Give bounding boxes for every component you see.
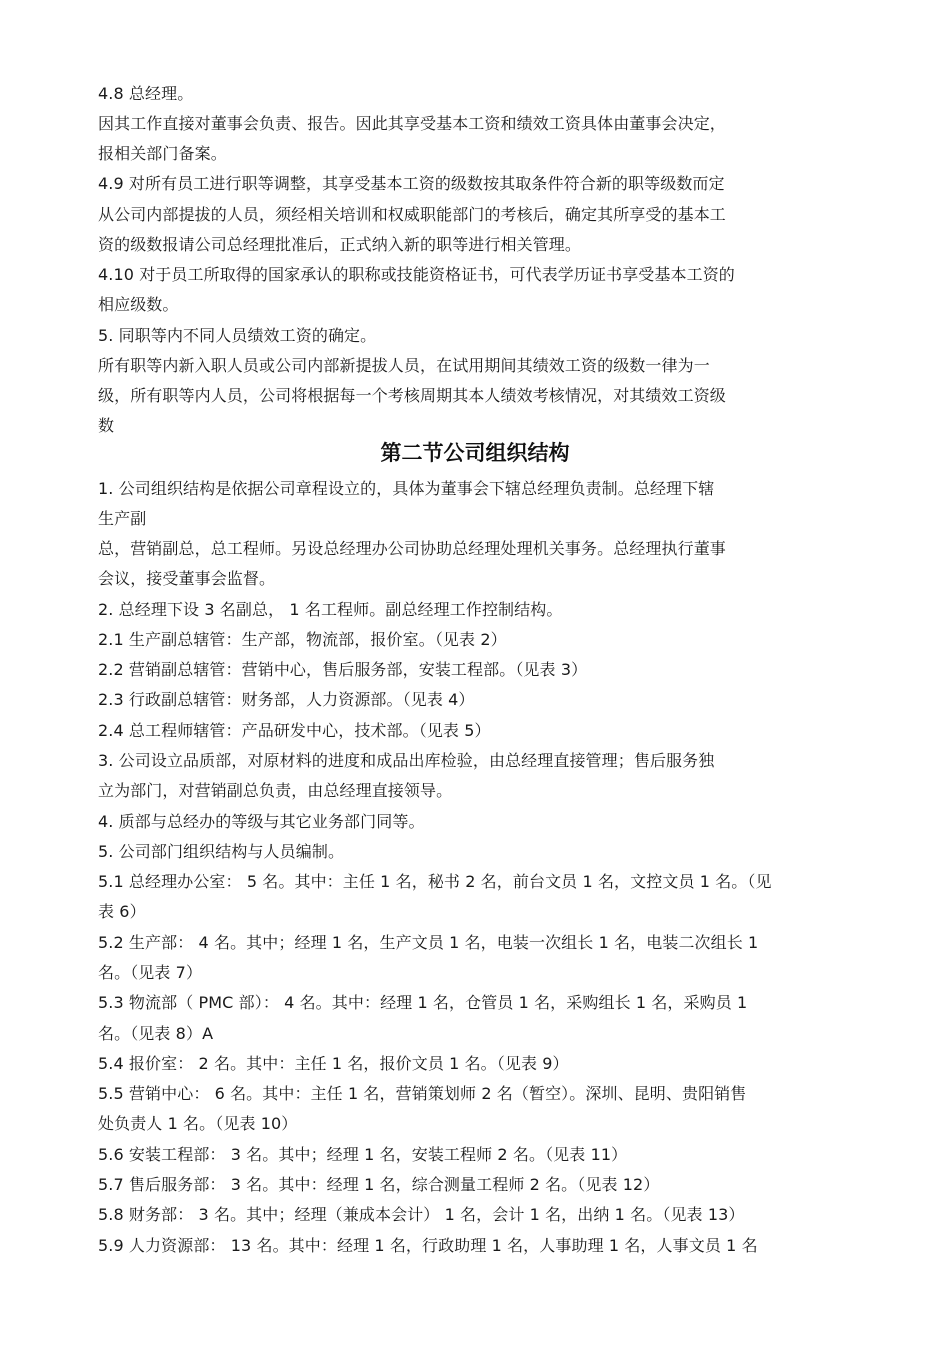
- text-line: 所有职等内新入职人员或公司内部新提拔人员，在试用期间其绩效工资的级数一律为一: [98, 356, 710, 375]
- text-line: 级，所有职等内人员，公司将根据每一个考核周期其本人绩效考核情况，对其绩效工资级: [98, 386, 726, 405]
- text-line: 立为部门，对营销副总负责，由总经理直接领导。: [98, 781, 453, 800]
- text-line: 名。（见表 8）A: [98, 1024, 214, 1043]
- text-line: 4. 质部与总经办的等级与其它业务部门同等。: [98, 812, 425, 831]
- text-line: 名。（见表 7）: [98, 963, 203, 982]
- text-line: 5.3 物流部（ PMC 部）： 4 名。其中：经理 1 名，仓管员 1 名，采购组长 1 名，采购员 1: [98, 993, 748, 1012]
- text-line: 处负责人 1 名。（见表 10）: [98, 1114, 298, 1133]
- text-line: 3. 公司设立品质部，对原材料的进度和成品出库检验，由总经理直接管理；售后服务独: [98, 751, 715, 770]
- text-line: 5. 公司部门组织结构与人员编制。: [98, 842, 345, 861]
- text-line: 5.2 生产部： 4 名。其中；经理 1 名，生产文员 1 名，电装一次组长 1 名，电装二次组长 1: [98, 933, 759, 952]
- text-line: 5.7 售后服务部： 3 名。其中：经理 1 名，综合测量工程师 2 名。（见表 12）: [98, 1175, 660, 1194]
- text-line: 4.10 对于员工所取得的国家承认的职称或技能资格证书，可代表学历证书享受基本工资的: [98, 265, 735, 284]
- text-line: 5. 同职等内不同人员绩效工资的确定。: [98, 326, 377, 345]
- text-line: 报相关部门备案。: [98, 144, 227, 163]
- text-line: 5.6 安装工程部： 3 名。其中；经理 1 名，安装工程师 2 名。（见表 11）: [98, 1145, 628, 1164]
- text-line: 因其工作直接对董事会负责、报告。因此其享受基本工资和绩效工资具体由董事会决定，: [98, 114, 726, 133]
- text-line: 4.8 总经理。: [98, 84, 194, 103]
- text-line: 4.9 对所有员工进行职等调整，其享受基本工资的级数按其取条件符合新的职等级数而定: [98, 174, 725, 193]
- text-line: 相应级数。: [98, 295, 179, 314]
- text-line: 2. 总经理下设 3 名副总， 1 名工程师。副总经理工作控制结构。: [98, 600, 563, 619]
- text-line: 5.4 报价室： 2 名。其中：主任 1 名，报价文员 1 名。（见表 9）: [98, 1054, 569, 1073]
- text-line: 5.1 总经理办公室： 5 名。其中：主任 1 名，秘书 2 名，前台文员 1 名，文控文员 1 名。（见: [98, 872, 772, 891]
- text-line: 5.9 人力资源部： 13 名。其中：经理 1 名，行政助理 1 名，人事助理 1 名，人事文员 1 名: [98, 1236, 758, 1255]
- text-line: 表 6）: [98, 902, 146, 921]
- text-line: 2.1 生产副总辖管：生产部，物流部，报价室。（见表 2）: [98, 630, 507, 649]
- text-line: 1. 公司组织结构是依据公司章程设立的，具体为董事会下辖总经理负责制。总经理下辖: [98, 479, 715, 498]
- text-line: 数: [98, 416, 115, 435]
- text-line: 生产副: [98, 509, 147, 528]
- text-line: 从公司内部提拔的人员，须经相关培训和权威职能部门的考核后，确定其所享受的基本工: [98, 205, 726, 224]
- text-line: 会议，接受董事会监督。: [98, 569, 276, 588]
- text-line: 2.2 营销副总辖管：营销中心，售后服务部，安装工程部。（见表 3）: [98, 660, 588, 679]
- text-line: 5.8 财务部： 3 名。其中；经理（兼成本会计） 1 名，会计 1 名，出纳 1 名。（见表 13）: [98, 1205, 745, 1224]
- text-line: 5.5 营销中心： 6 名。其中：主任 1 名，营销策划师 2 名（暂空）。深圳、昆明、贵阳销售: [98, 1084, 747, 1103]
- text-line: 2.3 行政副总辖管：财务部，人力资源部。（见表 4）: [98, 690, 475, 709]
- section-heading: 第二节公司组织结构: [380, 440, 570, 465]
- text-line: 总，营销副总，总工程师。另设总经理办公司协助总经理处理机关事务。总经理执行董事: [98, 539, 726, 558]
- text-line: 资的级数报请公司总经理批准后，正式纳入新的职等进行相关管理。: [98, 235, 582, 254]
- text-line: 2.4 总工程师辖管：产品研发中心，技术部。（见表 5）: [98, 721, 491, 740]
